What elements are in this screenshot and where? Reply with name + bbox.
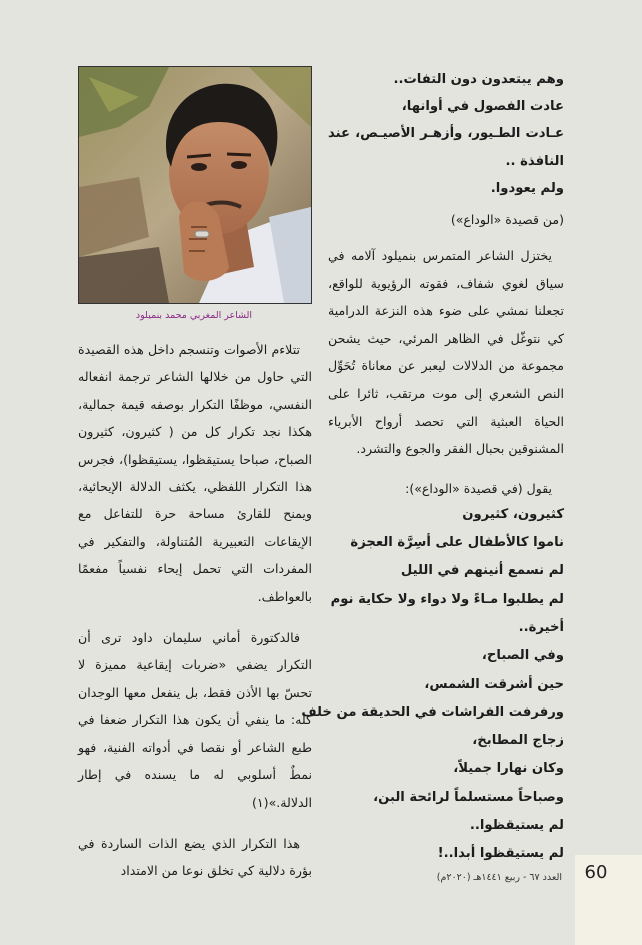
poem-line: وكان نهارا جميلاً،: [453, 761, 564, 777]
poem-line: ناموا كالأطفال على أسِرَّة العجزة: [350, 535, 564, 551]
poem-excerpt-top: [328, 66, 564, 202]
poem-line: ورفرفت الفراشات في الحديقة من خلف: [301, 704, 564, 720]
left-column: [78, 336, 312, 899]
poem-line: عـادت الطـيور، وأزهـر الأصيـص، عند: [328, 126, 564, 142]
poem-line: النافذة ..: [505, 153, 564, 169]
poem-line: لم يطلبوا مـاءً ولا دواء ولا حكاية نوم: [330, 591, 564, 607]
photo-caption: الشاعر المغربي محمد بنميلود: [135, 310, 253, 321]
poem-line: لم يستيقظوا..: [469, 818, 564, 834]
portrait-image: [79, 67, 311, 303]
issue-info: العدد ٦٧ - ربيع ١٤٤١هـ (٢٠٢٠م): [436, 872, 562, 883]
poem-line: وصباحاً مستسلماً لرائحة البن،: [373, 789, 564, 805]
paragraph-text: تتلاءم الأصوات وتنسجم داخل هذه القصيدة التي حاول من خلالها الشاعر ترجمة انفعاله النفسي، موظفًا التكرار بوصفه قيمة جمالية، هكذا نجد تكرار كل من ( كثيرون، كثيرون الصباح، صباحا يستيقظوا، يستيقظوا)، فجرس هذا التكرار اللفظي، يكثف الدلالة الإيحائية، ويمنح للقارئ مساحة حرة للتفاعل مع الإيقاعات التعبيرية المُتناولة، والتفكير في المفردات التي تحمل إيحاء نفسياً مفعمًا بالعواطف.: [78, 342, 312, 604]
poem-line: كثيرون، كثيرون: [462, 506, 564, 522]
poem-line: أخيرة..: [518, 619, 564, 635]
poem-excerpt-farewell: [301, 501, 564, 869]
poem-line: حين أشرقت الشمس،: [424, 676, 564, 692]
poem-line: زجاج المطابخ،: [472, 733, 564, 749]
poem-line: عادت الفصول في أوانها،: [401, 99, 564, 115]
poem-line: وهم يبتعدون دون التفات..: [393, 72, 564, 87]
poem-line: وفي الصباح،: [481, 648, 564, 664]
page-number: 60: [584, 862, 608, 883]
poem-line: ولم يعودوا.: [490, 180, 564, 196]
poem-line: لم يستيقظوا أبدا..!: [437, 846, 564, 862]
analysis-paragraph: [328, 242, 564, 463]
poem-source: (من قصيدة «الوداع»): [450, 212, 564, 228]
poet-portrait-photo: [78, 66, 312, 304]
paragraph-text: يختزل الشاعر المتمرس بنميلود آلامه في سياق لغوي شفاف، فقوته الرؤيوية للواقع، تجعلنا نمشي على ضوء هذه النزعة الدرامية كي نتوغّل في الظاهر المرئي، حيث يشحن مجموعة من الدلالات ليعبر عن معاناة تُحَوِّل النص الشعري إلى موت مرتقب، ثائرا على الحياة العبثية التي تحصد أرواح الأبرياء المشنوقين بحبال الفقر والجوع والتشرد.: [328, 248, 564, 457]
poem-intro: يقول (في قصيدة «الوداع»):: [405, 480, 552, 496]
right-column: [301, 66, 564, 869]
paragraph-text: فالدكتورة أماني سليمان داود ترى أن التكرار يضفي «ضربات إيقاعية مميزة لا تحسّ بها الأذن فقط، بل ينفعل معها الوجدان كله: ما ينفي أن يكون هذا التكرار ضعفا في طبع الشاعر أو نقصا في أدواته الفنية، فهو نمطٌ أسلوبي له ما يسنده في إطار الدلالة.»(١): [78, 630, 312, 810]
paragraph-text: هذا التكرار الذي يضع الذات الساردة في بؤرة دلالية كي تخلق نوعا من الامتداد: [78, 835, 312, 879]
poem-line: لم نسمع أنينهم في الليل: [400, 563, 564, 579]
